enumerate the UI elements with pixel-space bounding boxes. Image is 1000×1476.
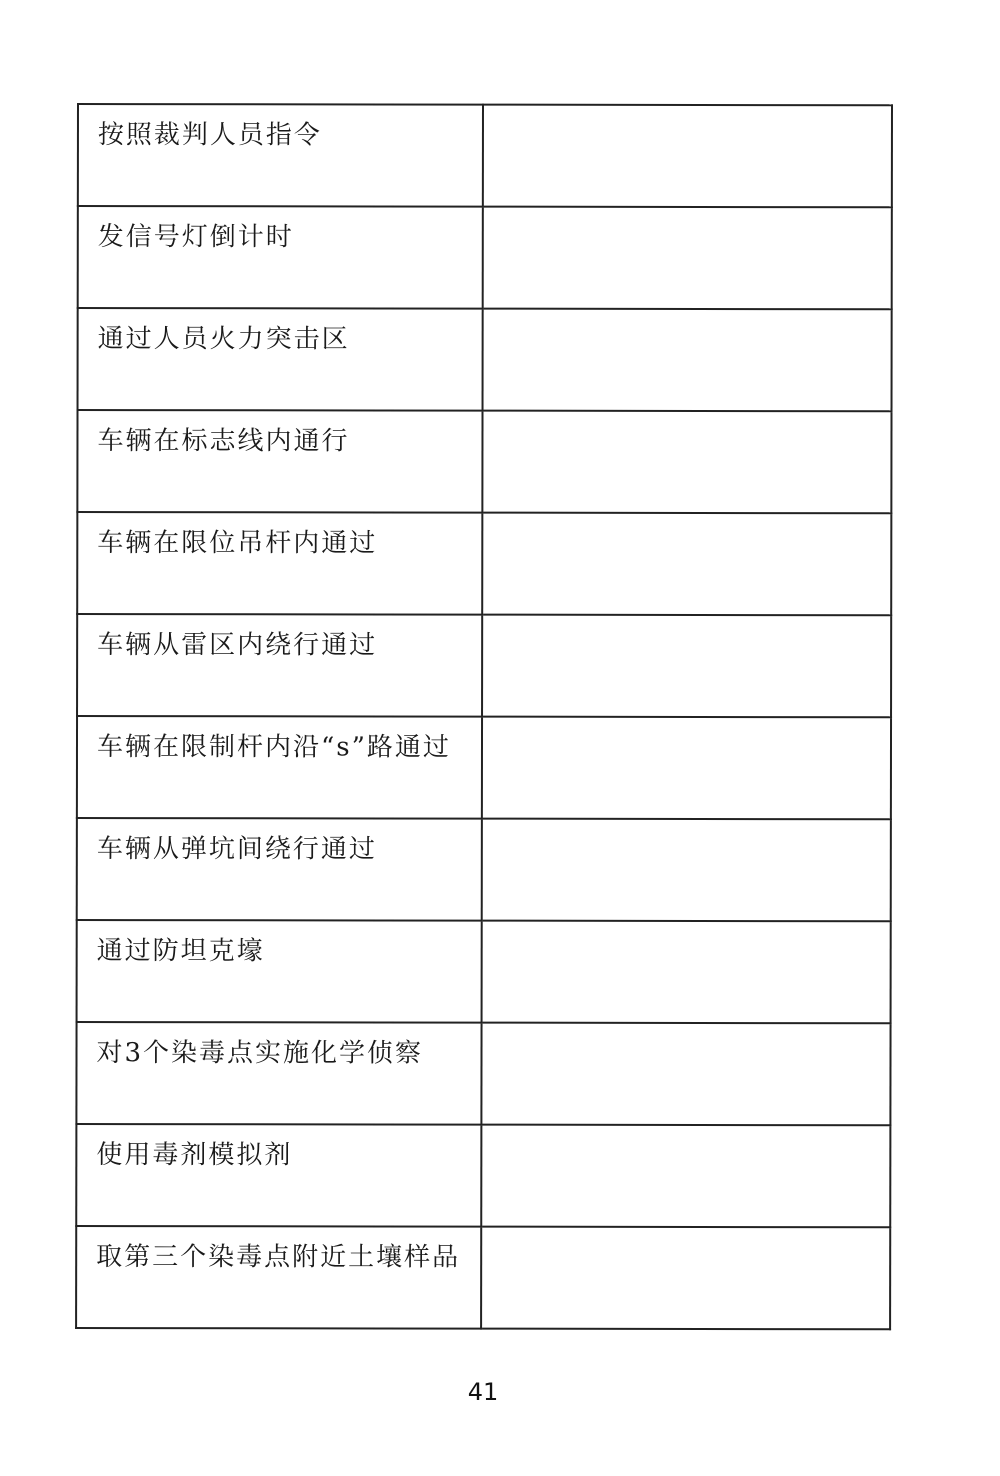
item-cell (77, 716, 482, 819)
table-row (77, 614, 891, 717)
item-cell (76, 1022, 481, 1125)
table-row (78, 104, 892, 207)
item-cell (76, 1124, 481, 1227)
table-row (76, 1124, 890, 1227)
table-row (78, 206, 892, 309)
item-label: 车辆在标志线内通行 (97, 426, 350, 457)
table-row (76, 1022, 890, 1125)
table-row (77, 410, 891, 513)
answer-cell (481, 1023, 890, 1126)
item-label: 车辆从弹坑间绕行通过 (96, 834, 377, 865)
item-label: 按照裁判人员指令 (97, 120, 322, 151)
item-label: 车辆在限制杆内沿“s”路通过 (96, 732, 451, 763)
item-label: 车辆在限位吊杆内通过 (97, 528, 378, 559)
item-cell (77, 614, 482, 717)
item-label: 车辆从雷区内绕行通过 (97, 630, 378, 661)
table-row (76, 1226, 890, 1329)
table-row (77, 818, 891, 921)
item-label: 通过人员火力突击区 (97, 324, 350, 355)
answer-cell (483, 207, 892, 310)
item-label: 使用毒剂模拟剂 (96, 1140, 293, 1171)
page-number: 41 (467, 1378, 499, 1406)
assessment-table (75, 103, 893, 1330)
item-label: 发信号灯倒计时 (97, 222, 294, 253)
item-label: 对3个染毒点实施化学侦察 (96, 1038, 424, 1069)
table-row (77, 920, 891, 1023)
answer-cell (482, 819, 891, 922)
item-cell (77, 410, 482, 513)
item-label: 通过防坦克壕 (96, 936, 265, 967)
table-row (77, 512, 891, 615)
answer-cell (482, 717, 891, 820)
item-cell (77, 818, 482, 921)
table-body (76, 104, 892, 1329)
answer-cell (482, 513, 891, 616)
answer-cell (483, 309, 892, 412)
answer-cell (483, 105, 892, 208)
item-label: 取第三个染毒点附近土壤样品 (96, 1242, 461, 1273)
item-cell (78, 104, 483, 207)
item-cell (77, 512, 482, 615)
table-row (78, 308, 892, 411)
answer-cell (481, 1125, 890, 1228)
item-cell (76, 1226, 481, 1329)
item-cell (78, 308, 483, 411)
answer-cell (482, 921, 891, 1024)
answer-cell (482, 615, 891, 718)
table-row (77, 716, 891, 819)
answer-cell (481, 1227, 890, 1330)
item-cell (78, 206, 483, 309)
answer-cell (482, 411, 891, 514)
item-cell (77, 920, 482, 1023)
